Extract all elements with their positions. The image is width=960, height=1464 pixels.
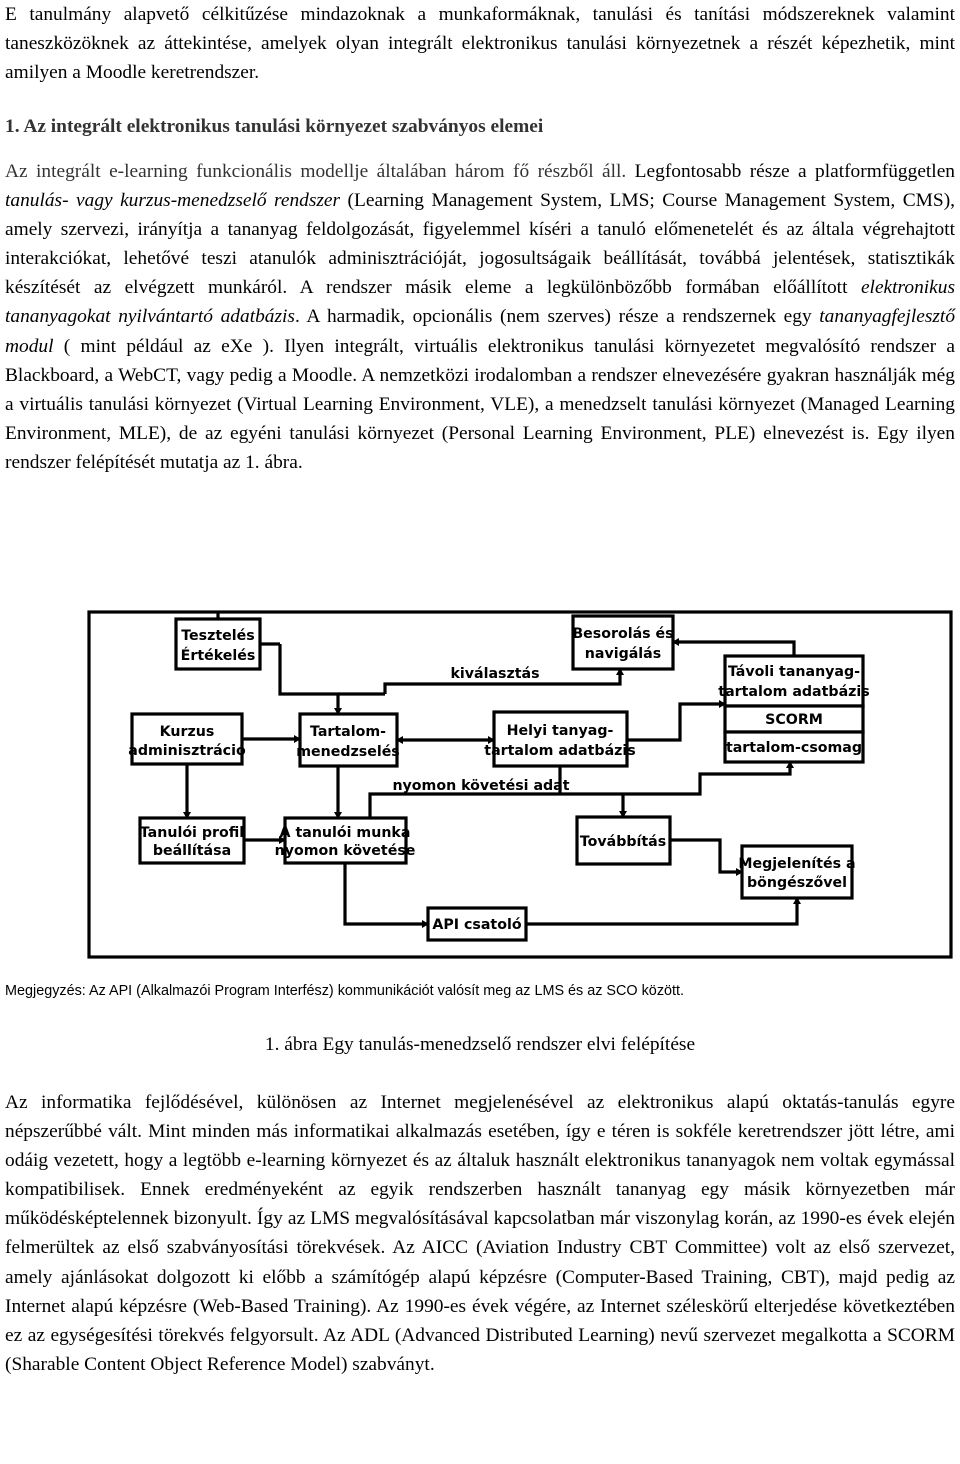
lms-paragraph xyxy=(5,157,955,477)
label-admin-1: Kurzus xyxy=(159,724,215,740)
label-display-2: böngészővel xyxy=(747,875,847,891)
label-scorm: SCORM xyxy=(765,712,823,728)
section-heading: 1. Az integrált elektronikus tanulási környezet szabványos elemei xyxy=(5,116,544,137)
label-tracking-data: nyomon követési adat xyxy=(392,778,570,794)
label-tracking-2: nyomon követése xyxy=(274,843,416,859)
label-local-2: tartalom adatbázis xyxy=(484,743,636,759)
label-selection: kiválasztás xyxy=(450,666,540,682)
intro-paragraph: E tanulmány alapvető célkitűzése mindazoknak a munkaformáknak, tanulási és tanítási módszereknek valamint taneszközöknek az áttekintése, amelyek olyan integrált elektronikus tanulási környezetnek a részét képezhetik, mint amilyen a Moodle keretrendszer. xyxy=(5,4,955,84)
module-term-italic: tananyagfejlesztő modul xyxy=(5,306,956,357)
label-testing-2: Értékelés xyxy=(180,648,256,664)
label-package: tartalom-csomag xyxy=(725,740,863,756)
history-paragraph: Az informatika fejlődésével, különösen az Internet megjelenésével az elektronikus alapú oktatás-tanulás egyre népszerűbbé vált. Mint minden más informatikai alkalmazás esetében, így e téren is sokféle keretrendszer jött létre, ami odáig vezetett, hogy a legtöbb e-learning környezet és az általuk használt elektronikus tananyagok nem voltak egymással kompatibilisek. Ennek eredményeként az egyik rendszerben használt tananyag egy másik környezetben már működésképtelennek bizonyult. Így az LMS megvalósításával kapcsolatban már viszonylag korán, az 1990-es évek elején felmerültek az első szabványosítási törekvések. Az AICC (Aviation Industry CBT Committee) volt az első szervezet, amely ajánlásokat dolgozott ki előbb a számítógép alapú képzésre (Computer-Based Training, CBT), majd pedig az Internet alapú képzésre (Web-Based Training). Az 1990-es évek végére, az Internet széleskörű elterjedése következtében ez az egységesítési törekvés felgyorsult. Az ADL (Advanced Distributed Learning) nevű szervezet megalkotta a SCORM (Sharable Content Object Reference Model) szabványt. xyxy=(5,1092,955,1375)
diagram-svg xyxy=(80,594,960,964)
label-tracking-1: A tanulói munka xyxy=(279,825,411,841)
lms-term-italic: tanulás- vagy kurzus-menedzselő rendszer xyxy=(5,190,341,212)
label-remote-2: tartalom adatbázis xyxy=(718,684,870,700)
lms-architecture-diagram xyxy=(80,594,960,964)
label-remote-1: Távoli tananyag- xyxy=(727,664,861,680)
label-display-1: Megjelenítés a xyxy=(738,856,856,872)
database-term-italic: elektronikus tananyagokat nyilvántartó adatbázis xyxy=(5,277,955,328)
label-classification-1: Besorolás és xyxy=(572,626,674,642)
label-api: API csatoló xyxy=(432,917,522,933)
label-classification-2: navigálás xyxy=(584,646,662,662)
label-forwarding: Továbbítás xyxy=(579,834,667,850)
lms-paragraph-text-3: . A harmadik, opcionális (nem szerves) része a rendszernek egy xyxy=(294,306,820,328)
label-admin-2: adminisztráció xyxy=(128,743,246,759)
label-testing-1: Tesztelés xyxy=(181,628,255,644)
label-content-2: menedzselés xyxy=(296,744,400,760)
lms-paragraph-text-1: Legfontosabb része a platformfüggetlen xyxy=(626,161,955,182)
figure-caption: 1. ábra Egy tanulás-menedzselő rendszer elvi felépítése xyxy=(264,1034,696,1055)
label-content-1: Tartalom- xyxy=(309,724,387,740)
lms-paragraph-text-2: (Learning Management System, LMS; Course Management System, CMS), amely szervezi, irányítja a tananyag feldolgozását, figyelemmel kíséri a tanuló előmenetelét és az általa végrehajtott interakciókat, lehetővé teszi atanulók adminisztrációját, jogosultságaik beállítását, továbbá jelentések, statisztikák készítését az elvégzett munkáról. A rendszer másik eleme a legkülönbözőbb formában előállított xyxy=(5,190,955,299)
lms-paragraph-text-4: ( mint például az eXe ). Ilyen integrált, virtuális elektronikus tanulási környezetet megvalósító rendszer a Blackboard, a WebCT, vagy pedig a Moodle. A nemzetközi irodalomban a rendszer elnevezésére gyakran használják még a virtuális tanulási környezet (Virtual Learning Environment, VLE), a menedzselt tanulási környezet (Managed Learning Environment, MLE), de az egyéni tanulási környezet (Personal Learning Environment, PLE) elnevezést is. Egy ilyen rendszer felépítését mutatja az 1. ábra. xyxy=(5,335,955,473)
label-profile-1: Tanulói profil xyxy=(139,825,245,841)
figure-note: Megjegyzés: Az API (Alkalmazói Program Interfész) kommunikációt valósít meg az LMS és az SCO között. xyxy=(5,983,685,999)
label-local-1: Helyi tanyag- xyxy=(506,723,614,739)
lms-paragraph-lead: Az integrált e-learning funkcionális modellje általában három fő részből áll. xyxy=(5,161,627,182)
label-profile-2: beállítása xyxy=(152,843,232,859)
